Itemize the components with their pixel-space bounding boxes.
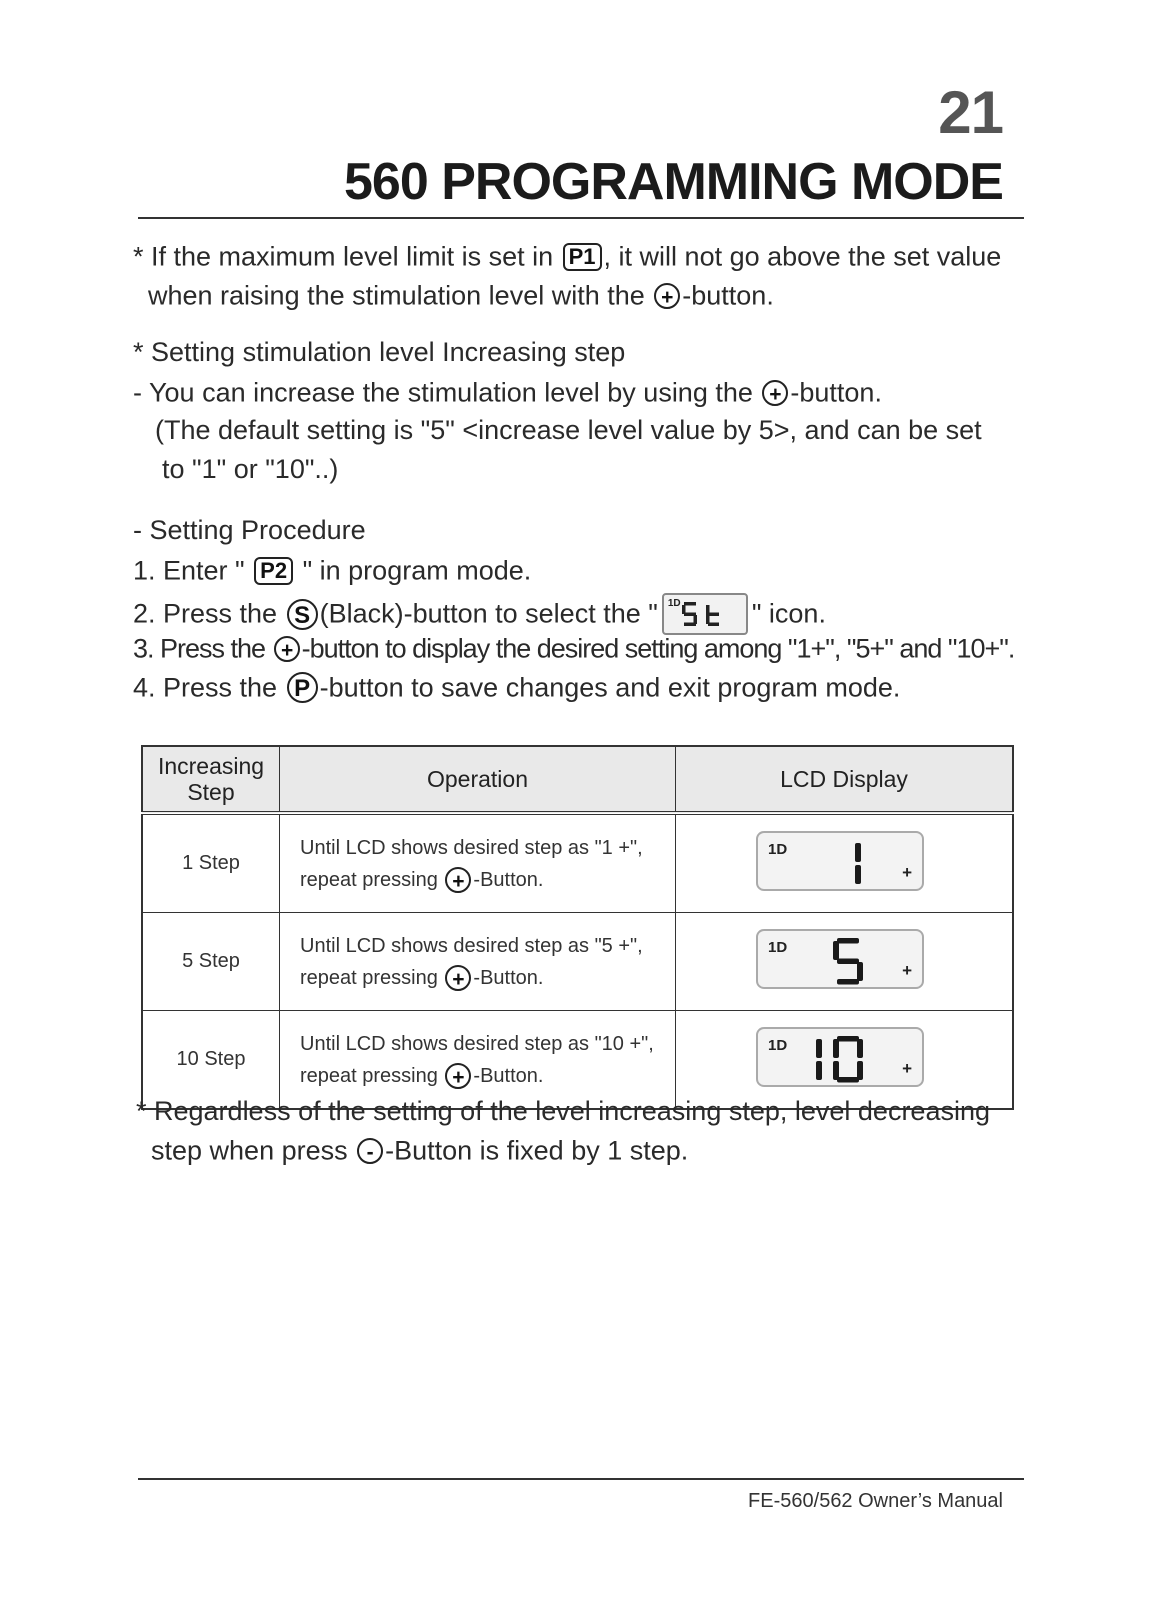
- note-max-level-line-2: when raising the stimulation level with the + -button.: [148, 280, 774, 311]
- procedure-step-1: 1. Enter " P2 " in program mode.: [133, 555, 532, 586]
- footer-divider: [138, 1478, 1024, 1480]
- header-operation: Operation: [280, 746, 676, 813]
- minus-button-icon: -: [357, 1138, 383, 1164]
- lcd-digits: [758, 1029, 926, 1089]
- procedure-heading: - Setting Procedure: [133, 515, 366, 545]
- lcd-display: 1D +: [756, 929, 924, 989]
- plus-button-icon: +: [762, 380, 788, 406]
- step-setting-line-2: (The default setting is "5" <increase level value by 5>, and can be set: [155, 415, 982, 445]
- step-cell: 10 Step: [142, 1011, 280, 1110]
- table-row: [142, 913, 1013, 1011]
- table-row: [142, 813, 1013, 913]
- lcd-digits: [758, 931, 926, 991]
- p1-label-icon: P1: [563, 243, 602, 271]
- lcd-digits: [758, 833, 926, 893]
- s-button-icon: S: [287, 599, 318, 630]
- operation-cell: Until LCD shows desired step as "5 +", repeat pressing + -Button.: [280, 913, 676, 1011]
- plus-button-icon: +: [654, 283, 680, 309]
- note-max-level-line-1: * If the maximum level limit is set in P1 , it will not go above the set value: [133, 241, 1002, 272]
- operation-cell: Until LCD shows desired step as "10 +", repeat pressing + -Button.: [280, 1011, 676, 1110]
- step-setting-heading: * Setting stimulation level Increasing step: [133, 337, 626, 367]
- plus-button-icon: +: [274, 636, 300, 662]
- lcd-display: 1D +: [756, 1027, 924, 1087]
- lcd-display: 1D +: [756, 831, 924, 891]
- page-number: 21: [938, 79, 1003, 146]
- step-setting-line-3: to "1" or "10"..): [162, 454, 339, 484]
- header-increasing-step: Increasing Step: [142, 746, 280, 813]
- operation-cell: Until LCD shows desired step as "1 +", repeat pressing + -Button.: [280, 813, 676, 913]
- table-header-row: [142, 746, 1013, 813]
- procedure-step-4: 4. Press the P -button to save changes and exit program mode.: [133, 672, 901, 703]
- note-decrease-line-1: * Regardless of the setting of the level increasing step, level decreasing: [136, 1096, 990, 1126]
- increasing-step-table: [141, 745, 1014, 1110]
- step-setting-line-1: - You can increase the stimulation level by using the + -button.: [133, 377, 882, 408]
- step-cell: 5 Step: [142, 913, 280, 1011]
- footer-manual-name: FE-560/562 Owner’s Manual: [748, 1490, 1003, 1512]
- page-title: 560 PROGRAMMING MODE: [344, 153, 1003, 211]
- lcd-cell: [676, 913, 1014, 1011]
- step-cell: 1 Step: [142, 813, 280, 913]
- plus-button-icon: +: [445, 867, 471, 893]
- lcd-cell: [676, 1011, 1014, 1110]
- plus-button-icon: +: [445, 965, 471, 991]
- note-decrease-line-2: step when press - -Button is fixed by 1 step.: [151, 1135, 689, 1166]
- title-divider: [138, 217, 1024, 219]
- st-lcd-icon: 1D: [662, 593, 748, 635]
- table-row: [142, 1011, 1013, 1110]
- procedure-step-3: 3. Press the + -button to display the desired setting among "1+", "5+" and "10+".: [133, 633, 1015, 664]
- header-lcd-display: LCD Display: [676, 746, 1014, 813]
- p2-label-icon: P2: [254, 557, 293, 585]
- p-button-icon: P: [287, 672, 318, 703]
- lcd-cell: [676, 813, 1014, 913]
- procedure-step-2: 2. Press the S (Black)-button to select the " 1D " icon.: [133, 593, 826, 635]
- plus-button-icon: +: [445, 1063, 471, 1089]
